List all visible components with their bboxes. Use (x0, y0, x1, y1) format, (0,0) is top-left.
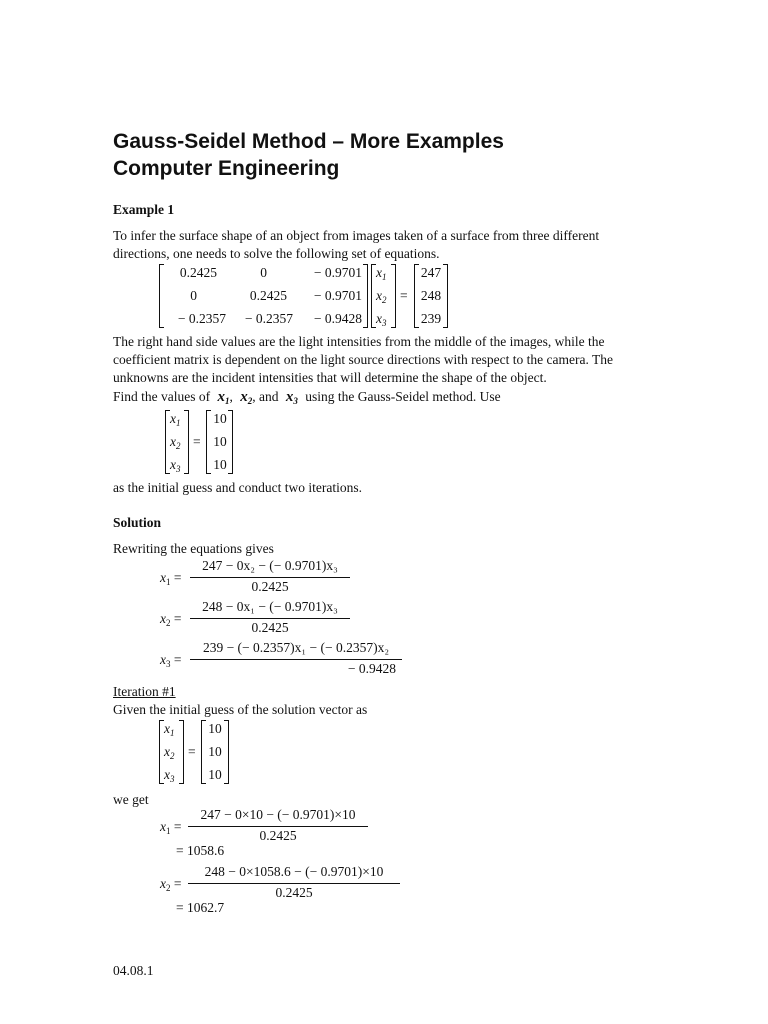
matrix-a23: − 0.9701 (313, 288, 362, 303)
calc2-numerator: 248 − 0×1058.6 − (− 0.9701)×10 (204, 864, 384, 879)
vector-b1: 247 (420, 265, 442, 280)
find-x2: $x_2$ (240, 389, 253, 406)
given-initial-text: Given the initial guess of the solution vector as (113, 702, 368, 717)
we-get-text: we get (113, 792, 149, 807)
calc2-result: = 1062.7 (176, 900, 225, 915)
calc1-result: = 1058.6 (176, 843, 225, 858)
iter-guess-equals: = (188, 744, 196, 759)
vector-b-right-bracket (443, 264, 448, 328)
vector-x-right-bracket (391, 264, 396, 328)
intro-text-line-1: To infer the surface shape of an object from images taken of a surface from three different (113, 228, 600, 243)
iter-guess-value-right-bracket (224, 720, 229, 784)
guess-x3: $x_3$ (170, 457, 181, 474)
vector-x1: $x_1$ (376, 265, 387, 282)
page-subtitle: Computer Engineering (113, 157, 340, 180)
explain-text-line-1: The right hand side values are the light intensities from the middle of the images, while the (113, 334, 605, 349)
guess-equals: = (193, 434, 201, 449)
guess-value-1: 10 (213, 411, 227, 426)
matrix-a32: − 0.2357 (244, 311, 293, 326)
matrix-a13: − 0.9701 (313, 265, 362, 280)
matrix-a12: 0 (260, 265, 267, 280)
eq1-fraction-bar (190, 577, 350, 578)
iteration-heading: Iteration #1 (113, 684, 176, 699)
eq2-fraction (190, 599, 350, 639)
explain-text-line-3: unknowns are the incident intensities that will determine the shape of the object. (113, 370, 547, 385)
guess-x-right-bracket (184, 410, 189, 474)
eq3-fraction (190, 640, 402, 680)
matrix-a33: − 0.9428 (313, 311, 362, 326)
calc1-fraction (188, 807, 368, 847)
calc2-lhs: $x_2$ = (160, 876, 182, 893)
guess-value-right-bracket (228, 410, 233, 474)
page-title: Gauss-Seidel Method – More Examples (113, 130, 504, 153)
eq3-denominator: − 0.9428 (347, 661, 396, 676)
guess-x2: $x_2$ (170, 434, 181, 451)
calc2-fraction (188, 864, 400, 904)
eq3-lhs: $x_3$ = (160, 652, 182, 669)
vector-x2: $x_2$ (376, 288, 387, 305)
eq1-fraction (190, 558, 350, 598)
page-number: 04.08.1 (113, 963, 154, 978)
eq2-numerator: 248 − 0x₁ − (− 0.9701)x₃ (202, 599, 338, 614)
calc1-numerator: 247 − 0×10 − (− 0.9701)×10 (200, 807, 356, 822)
find-values-line: Find the values of $x_1$, $x_2$, and $x_3$ using the Gauss-Seidel method. Use (113, 389, 501, 406)
calc1-lhs: $x_1$ = (160, 819, 182, 836)
vector-b2: 248 (420, 288, 442, 303)
iter-guess-x-right-bracket (179, 720, 184, 784)
calc1-fraction-bar (188, 826, 368, 827)
eq2-fraction-bar (190, 618, 350, 619)
matrix-a31: − 0.2357 (177, 311, 226, 326)
calc2-denominator: 0.2425 (275, 885, 313, 900)
eq1-lhs: $x_1$ = (160, 570, 182, 587)
guess-value-2: 10 (213, 434, 227, 449)
iter-guess-value-2: 10 (208, 744, 222, 759)
calc2-fraction-bar (188, 883, 400, 884)
eq2-lhs: $x_2$ = (160, 611, 182, 628)
find-x1: $x_1$ (217, 389, 230, 406)
calc1-denominator: 0.2425 (259, 828, 297, 843)
rewriting-text: Rewriting the equations gives (113, 541, 274, 556)
initial-guess-note: as the initial guess and conduct two iterations. (113, 480, 362, 495)
iter-guess-x1: $x_1$ (164, 721, 175, 738)
vector-b3: 239 (420, 311, 442, 326)
explain-text-line-2: coefficient matrix is dependent on the light source directions with respect to the camera. The (113, 352, 613, 367)
find-prefix: Find the values of (113, 389, 211, 404)
matrix-a11: 0.2425 (179, 265, 217, 280)
solution-heading: Solution (113, 515, 162, 530)
eq3-fraction-bar (190, 659, 402, 660)
eq3-numerator: 239 − (− 0.2357)x₁ − (− 0.2357)x₂ (202, 640, 390, 655)
guess-x1: $x_1$ (170, 411, 181, 428)
matrix-right-bracket (363, 264, 368, 328)
iter-guess-value-1: 10 (208, 721, 222, 736)
eq2-denominator: 0.2425 (251, 620, 289, 635)
vector-x3: $x_3$ (376, 311, 387, 328)
matrix-a22: 0.2425 (249, 288, 287, 303)
example-heading: Example 1 (113, 202, 175, 217)
iter-guess-x3: $x_3$ (164, 767, 175, 784)
iter-guess-value-3: 10 (208, 767, 222, 782)
find-suffix: using the Gauss-Seidel method. Use (305, 389, 501, 404)
matrix-a21: 0 (190, 288, 197, 303)
find-x3: $x_3$ (285, 389, 298, 406)
eq1-denominator: 0.2425 (251, 579, 289, 594)
guess-value-3: 10 (213, 457, 227, 472)
eq1-numerator: 247 − 0x₂ − (− 0.9701)x₃ (202, 558, 338, 573)
iter-guess-x2: $x_2$ (164, 744, 175, 761)
intro-text-line-2: directions, one needs to solve the following set of equations. (113, 246, 440, 261)
equals-sign: = (400, 288, 408, 303)
